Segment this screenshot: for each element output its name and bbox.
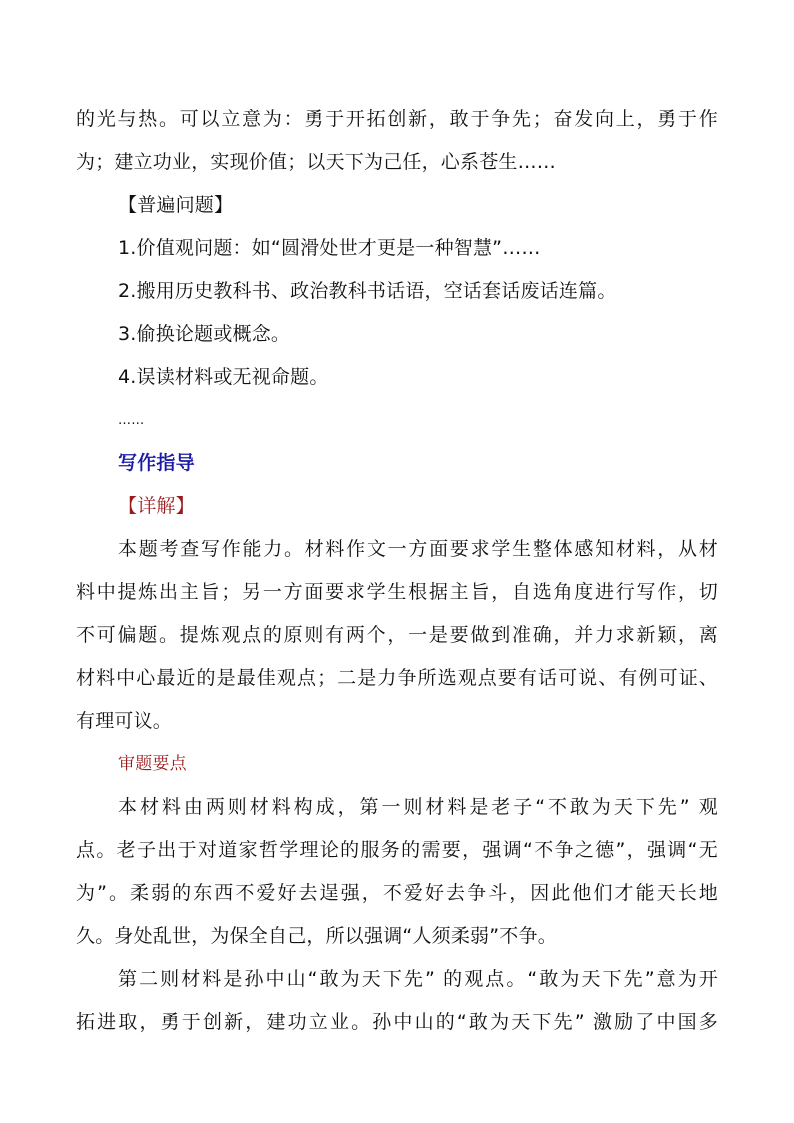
detail-line-5: 有理可议。 (76, 710, 173, 732)
para1-line-4: 久。身处乱世，为保全自己，所以强调“人须柔弱”不争。 (76, 925, 557, 947)
continuation-line-2: 为；建立功业，实现价值；以天下为己任，心系苍生…… (76, 151, 557, 173)
detail-line-2: 料中提炼出主旨；另一方面要求学生根据主旨，自选角度进行写作，切 (76, 581, 718, 603)
continuation-line-1: 的光与热。可以立意为：勇于开拓创新，敢于争先；奋发向上，勇于作 (76, 108, 718, 130)
para1-line-3: 为”。柔弱的东西不爱好去逞强，不爱好去争斗，因此他们才能天长地 (76, 882, 718, 904)
problem-item-4: 4.误读材料或无视命题。 (118, 366, 329, 388)
problem-item-3: 3.偷换论题或概念。 (118, 323, 291, 345)
problems-ellipsis: …… (118, 413, 145, 428)
document-page (76, 98, 718, 1044)
problem-item-2: 2.搬用历史教科书、政治教科书话语，空话套话废话连篇。 (118, 280, 617, 302)
problem-item-1: 1.价值观问题：如“圆滑处世才更是一种智慧”…… (118, 237, 541, 259)
key-points-label: 审题要点 (118, 754, 187, 774)
detail-line-3: 不可偏题。提炼观点的原则有两个，一是要做到准确，并力求新颖，离 (76, 624, 718, 646)
para2-line-1: 第二则材料是孙中山“敢为天下先” 的观点。“敢为天下先”意为开 (118, 968, 718, 990)
detail-line-1: 本题考查写作能力。材料作文一方面要求学生整体感知材料，从材 (118, 538, 718, 560)
para1-line-1: 本材料由两则材料构成，第一则材料是老子“不敢为天下先” 观 (118, 796, 718, 818)
writing-guidance-title: 写作指导 (118, 452, 195, 474)
common-problems-heading: 【普遍问题】 (118, 194, 234, 216)
para2-line-2: 拓进取，勇于创新，建功立业。孙中山的“敢为天下先” 激励了中国多 (76, 1011, 718, 1033)
para1-line-2: 点。老子出于对道家哲学理论的服务的需要，强调“不争之德”，强调“无 (76, 839, 718, 861)
detail-line-4: 材料中心最近的是最佳观点；二是力争所选观点要有话可说、有例可证、 (76, 667, 718, 689)
detail-label: 【详解】 (118, 495, 195, 517)
